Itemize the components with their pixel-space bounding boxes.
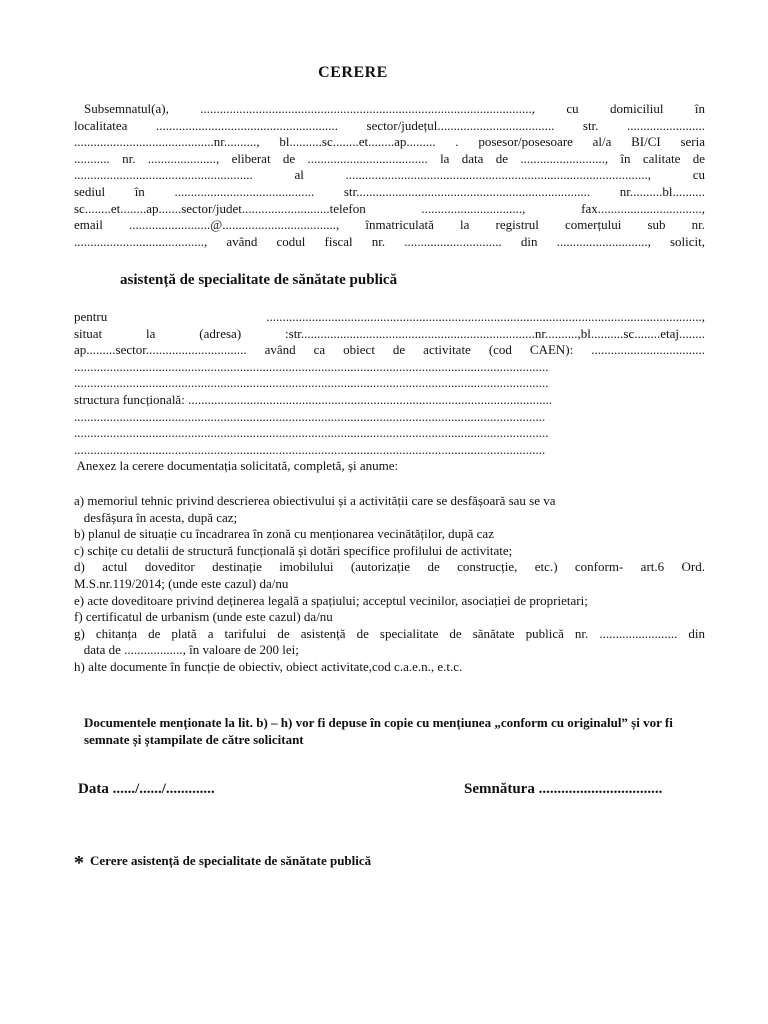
copy-note: Documentele menționate la lit. b) – h) vor fi depuse în copie cu mențiunea „conform cu originalul” și vor fi semnate și ștampilate de către solicitant: [84, 715, 673, 747]
list-item: f) certificatul de urbanism (unde este cazul) da/nu: [74, 609, 333, 625]
detail-line: pentru ......................................................................................................................................,: [74, 309, 705, 324]
list-item: h) alte documente în funcție de obiectiv, obiect activitate,cod c.a.e.n., e.t.c.: [74, 658, 463, 674]
footer-note: [74, 852, 371, 875]
annex-intro: Anexez la cerere documentația solicitată, completă, și anume:: [74, 458, 399, 474]
list-item: d) actul doveditor destinație imobilului (autorizație de construcție, etc.) conform- art.6 Ord.: [74, 559, 705, 575]
intro-line: sc........et........ap.......sector/judet...........................telefon ..............................., fax................................,: [74, 200, 705, 216]
intro-line: ........... nr. ....................., eliberat de ..................................... la data de .........................., în calitate de: [74, 150, 705, 166]
intro-line: ....................................................... al ............................................................................................., cu: [74, 167, 705, 183]
request-subtitle: asistență de specialitate de sănătate publică: [120, 272, 398, 288]
intro-line: ...........................................nr.........., bl..........sc........et........ap......... . posesor/posesoare al/a BI/CI seria: [74, 134, 705, 150]
intro-line: email .........................@..................................., înmatriculată la registrul comerțului sub nr.: [74, 217, 705, 233]
list-item: a) memoriul tehnic privind descrierea obiectivului și a activității care se desfășoară sau se va: [74, 493, 556, 508]
detail-line: ap.........sector............................... având ca obiect de activitate (cod CAEN): ...................................: [74, 342, 705, 358]
intro-line: Subsemnatul(a), ......................................................................................................, cu domiciliul în: [84, 101, 705, 116]
detail-line: ..................................................................................................................................................: [74, 425, 549, 441]
detail-line: situat la (adresa) :str........................................................................nr..........,bl..........sc........etaj........: [74, 325, 705, 341]
annex-list: [74, 493, 705, 676]
detail-line: ..................................................................................................................................................: [74, 358, 549, 374]
list-item: c) schițe cu detalii de structură funcțională și dotări specifice profilului de activitate;: [74, 542, 513, 558]
detail-line: ..................................................................................................................................................: [74, 375, 549, 391]
list-item: desfășura în acesta, după caz;: [74, 509, 238, 525]
detail-line: .................................................................................................................................................: [74, 408, 546, 424]
list-item: e) acte doveditoare privind deținerea legală a spațiului; acceptul vecinilor, asociației de proprietari;: [74, 592, 588, 608]
intro-line: ........................................, având codul fiscal nr. .............................. din ............................, solicit,: [74, 233, 705, 249]
asterisk-icon: *: [74, 852, 84, 874]
signature-field: Semnătura .................................: [464, 781, 663, 797]
objective-details: [74, 309, 705, 475]
list-item: M.S.nr.119/2014; (unde este cazul) da/nu: [74, 575, 289, 591]
list-item: g) chitanța de plată a tarifului de asistență de specialitate de sănătate publică nr. ........................ din: [74, 625, 705, 641]
footer-text: Cerere asistență de specialitate de sănătate publică: [90, 853, 372, 868]
detail-line: structura funcțională: ................................................................................................................: [74, 391, 553, 407]
intro-line: sediul în ........................................... str........................................................................ nr..........bl..........: [74, 183, 705, 199]
list-item: b) planul de situație cu încadrarea în zonă cu menționarea vecinătăților, după caz: [74, 526, 494, 542]
applicant-details: [74, 101, 705, 250]
date-field: Data ....../....../.............: [78, 781, 215, 797]
list-item: data de .................., în valoare de 200 lei;: [74, 642, 299, 658]
document-title: CERERE: [318, 64, 388, 81]
detail-line: .................................................................................................................................................: [74, 441, 546, 457]
intro-line: localitatea ........................................................ sector/județul.................................... str. ........................: [74, 117, 705, 133]
